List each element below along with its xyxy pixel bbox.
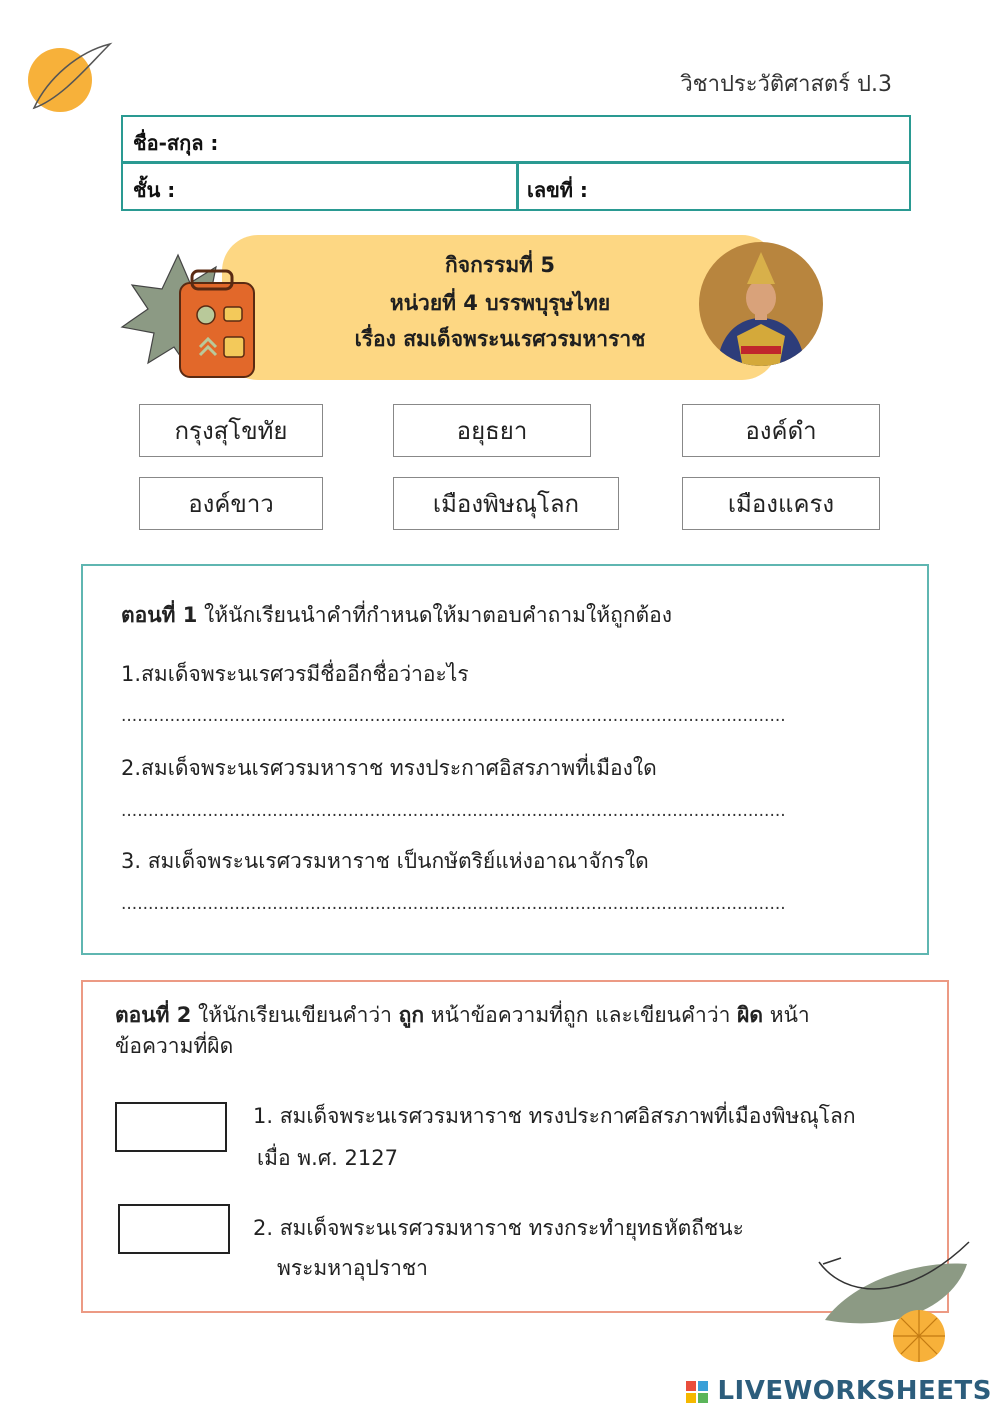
banner-topic: เรื่อง สมเด็จพระนเรศวรมหาราช [354, 327, 646, 351]
part1-section [81, 564, 929, 955]
class-label: ชั้น : [133, 178, 176, 202]
part2-instruction-line2: ข้อความที่ผิด [115, 1034, 234, 1058]
word-bank-item[interactable]: องค์ขาว [139, 477, 323, 530]
part1-title: ตอนที่ 1 [121, 603, 198, 627]
part2-instruction-a: ให้นักเรียนเขียนคำว่า [191, 1003, 399, 1027]
banner-activity: กิจกรรมที่ 5 [445, 253, 555, 277]
question-2: 2.สมเด็จพระนเรศวรมหาราช ทรงประกาศอิสรภาพที่เมืองใด [121, 756, 657, 780]
answer-box-2[interactable] [118, 1204, 230, 1254]
word-true: ถูก [398, 1003, 425, 1027]
answer-box-1[interactable] [115, 1102, 227, 1152]
subject-title: วิชาประวัติศาสตร์ ป.3 [680, 72, 892, 97]
class-row [121, 162, 911, 211]
word-bank-item[interactable]: กรุงสุโขทัย [139, 404, 323, 457]
king-portrait-icon [697, 240, 825, 368]
name-row [121, 115, 911, 163]
question-3: 3. สมเด็จพระนเรศวรมหาราช เป็นกษัตริย์แห่งอาณาจักรใด [121, 849, 649, 873]
part2-instruction-c: หน้า [763, 1003, 810, 1027]
word-bank-item[interactable]: เมืองแครง [682, 477, 880, 530]
class-divider [516, 164, 519, 209]
banner-unit: หน่วยที่ 4 บรรพบุรุษไทย [389, 291, 611, 315]
activity-banner [222, 235, 778, 380]
number-label: เลขที่ : [527, 178, 588, 202]
question-1: 1.สมเด็จพระนเรศวรมีชื่ออีกชื่อว่าอะไร [121, 662, 469, 686]
part1-instruction-text: ให้นักเรียนนำคำที่กำหนดให้มาตอบคำถามให้ถูกต้อง [197, 603, 673, 627]
orbit-decoration-icon [18, 38, 118, 118]
word-bank-item[interactable]: องค์ดำ [682, 404, 880, 457]
statement-1-line1: 1. สมเด็จพระนเรศวรมหาราช ทรงประกาศอิสรภาพที่เมืองพิษณุโลก [253, 1104, 856, 1128]
answer-line-2[interactable]: ........................................................................................................................... [121, 801, 786, 821]
word-bank-item[interactable]: เมืองพิษณุโลก [393, 477, 619, 530]
part1-instruction [121, 599, 672, 632]
part2-title: ตอนที่ 2 [115, 1003, 192, 1027]
brand-name: LIVEWORKSHEETS [717, 1376, 992, 1406]
word-false: ผิด [737, 1003, 764, 1027]
answer-line-3[interactable]: ........................................................................................................................... [121, 894, 786, 914]
answer-line-1[interactable]: ........................................................................................................................... [121, 706, 786, 726]
part2-instruction [115, 999, 810, 1032]
backpack-icon [118, 245, 268, 385]
word-bank-item[interactable]: อยุธยา [393, 404, 591, 457]
statement-2-line2: พระมหาอุปราชา [277, 1256, 428, 1280]
leaf-decoration-icon [815, 1238, 975, 1373]
name-label: ชื่อ-สกุล : [133, 131, 219, 155]
statement-1-line2: เมื่อ พ.ศ. 2127 [257, 1146, 398, 1170]
part2-instruction-b: หน้าข้อความที่ถูก และเขียนคำว่า [424, 1003, 738, 1027]
statement-2-line1: 2. สมเด็จพระนเรศวรมหาราช ทรงกระทำยุทธหัตถีชนะ [253, 1216, 744, 1240]
liveworksheets-logo-icon [686, 1381, 708, 1403]
